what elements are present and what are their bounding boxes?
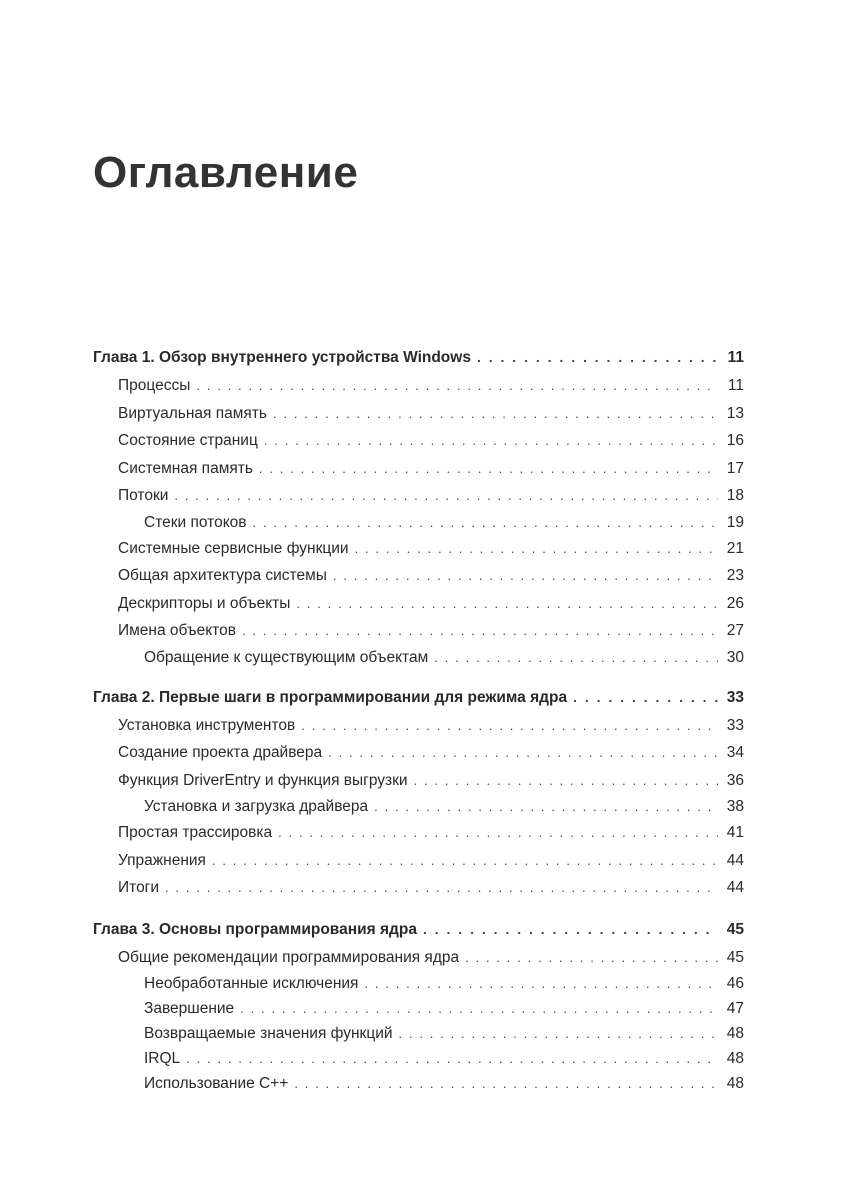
dot-leader [423, 914, 718, 944]
toc-page-number: 38 [726, 798, 744, 815]
dot-leader [165, 874, 718, 902]
toc-page-number: 41 [726, 824, 744, 841]
dot-leader [242, 617, 718, 645]
dot-leader [240, 996, 718, 1021]
toc-subentry[interactable] [93, 996, 744, 1021]
toc-entry-title: Создание проекта драйвера [118, 744, 323, 761]
toc-entry[interactable] [93, 400, 744, 428]
dot-leader [186, 1046, 718, 1071]
toc-entry-title: Функция DriverEntry и функция выгрузки [118, 771, 408, 789]
dot-leader [328, 739, 718, 767]
toc-chapter-title: Глава 3. Основы программирования ядра [93, 920, 417, 938]
dot-leader [399, 1021, 718, 1046]
toc-entry[interactable] [93, 427, 744, 455]
toc-subentry[interactable] [93, 645, 744, 670]
page-title: Оглавление [93, 148, 359, 197]
toc-page-number: 13 [726, 404, 744, 422]
toc-chapter-2[interactable] [93, 682, 744, 712]
toc-entry-title: Потоки [118, 487, 169, 504]
toc-page-number: 17 [726, 459, 744, 477]
dot-leader [253, 510, 718, 535]
dot-leader [294, 1071, 718, 1096]
toc-entry[interactable] [93, 874, 744, 902]
toc-entry-title: Состояние страниц [118, 432, 258, 449]
toc-entry-title: Общая архитектура системы [118, 567, 327, 584]
toc-entry[interactable] [93, 739, 744, 767]
toc-entry-title: Обращение к существующим объектам [144, 648, 429, 666]
toc-page-number: 27 [726, 622, 744, 639]
dot-leader [434, 645, 718, 670]
dot-leader [174, 482, 718, 510]
toc-chapter-1[interactable] [93, 342, 744, 372]
toc-page-number: 19 [726, 513, 744, 531]
toc-page-number: 46 [726, 975, 744, 992]
toc-chapter-title: Глава 2. Первые шаги в программировании для режима ядра [93, 688, 568, 706]
toc-page-number: 26 [726, 594, 744, 612]
toc-entry[interactable] [93, 712, 744, 740]
toc-entry[interactable] [93, 535, 744, 563]
toc-page-number: 11 [727, 377, 744, 394]
toc-entry[interactable] [93, 944, 744, 972]
toc-page-number: 48 [726, 1075, 744, 1092]
dot-leader [414, 767, 718, 795]
toc-entry-title: Дескрипторы и объекты [118, 594, 291, 612]
dot-leader [296, 590, 718, 618]
toc-chapter-3[interactable] [93, 914, 744, 944]
dot-leader [264, 427, 718, 455]
dot-leader [573, 682, 718, 712]
toc-entry-title: Общие рекомендации программирования ядра [118, 948, 460, 966]
toc-chapter-title: Глава 1. Обзор внутреннего устройства Windows [93, 349, 471, 366]
toc-page-number: 23 [726, 567, 744, 584]
toc-page-number: 45 [726, 920, 744, 938]
toc-subentry[interactable] [93, 971, 744, 996]
toc-entry-title: Необработанные исключения [144, 975, 359, 992]
dot-leader [333, 562, 718, 590]
toc-subentry[interactable] [93, 794, 744, 819]
chapter-spacer [93, 902, 744, 914]
toc-entry-title: IRQL [144, 1050, 181, 1067]
dot-leader [212, 847, 718, 875]
dot-leader [374, 794, 718, 819]
toc-entry[interactable] [93, 767, 744, 795]
toc-page-number: 11 [727, 349, 744, 366]
toc-page-number: 16 [726, 432, 744, 449]
toc-page-number: 47 [726, 1000, 744, 1017]
toc-entry-title: Установка и загрузка драйвера [144, 798, 369, 815]
toc-entry-title: Имена объектов [118, 622, 236, 639]
dot-leader [301, 712, 718, 740]
toc-entry-title: Установка инструментов [118, 716, 296, 734]
toc-page-number: 33 [726, 716, 744, 734]
toc-subentry[interactable] [93, 1021, 744, 1046]
toc-subentry[interactable] [93, 510, 744, 535]
toc-entry-title: Стеки потоков [144, 513, 247, 531]
toc-page-number: 48 [726, 1025, 744, 1042]
toc-entry-title: Использование C++ [144, 1075, 289, 1092]
dot-leader [364, 971, 718, 996]
dot-leader [196, 372, 718, 400]
toc-entry-title: Итоги [118, 879, 159, 896]
toc-entry-title: Упражнения [118, 851, 206, 869]
table-of-contents [93, 342, 744, 1096]
toc-entry[interactable] [93, 482, 744, 510]
toc-entry-title: Процессы [118, 377, 191, 394]
toc-subentry[interactable] [93, 1071, 744, 1096]
toc-page-number: 34 [726, 744, 744, 761]
toc-page-number: 44 [726, 851, 744, 869]
toc-page-number: 18 [726, 487, 744, 504]
dot-leader [259, 455, 718, 483]
toc-entry[interactable] [93, 847, 744, 875]
dot-leader [273, 400, 718, 428]
toc-entry[interactable] [93, 455, 744, 483]
toc-entry-title: Системная память [118, 459, 253, 477]
toc-page-number: 48 [726, 1050, 744, 1067]
toc-page-number: 33 [726, 688, 744, 706]
toc-entry-title: Возвращаемые значения функций [144, 1025, 393, 1042]
toc-entry-title: Простая трассировка [118, 824, 273, 841]
toc-page-number: 30 [726, 648, 744, 666]
toc-subentry[interactable] [93, 1046, 744, 1071]
dot-leader [477, 342, 718, 372]
toc-page-number: 44 [726, 879, 744, 896]
toc-entry[interactable] [93, 819, 744, 847]
toc-entry-title: Системные сервисные функции [118, 539, 349, 557]
toc-entry[interactable] [93, 590, 744, 618]
dot-leader [278, 819, 718, 847]
dot-leader [465, 944, 718, 972]
chapter-spacer [93, 670, 744, 682]
toc-entry-title: Завершение [144, 1000, 235, 1017]
toc-page-number: 45 [726, 948, 744, 966]
toc-entry[interactable] [93, 617, 744, 645]
dot-leader [355, 535, 718, 563]
toc-page-number: 21 [726, 539, 744, 557]
toc-entry-title: Виртуальная память [118, 404, 267, 422]
toc-page-number: 36 [726, 771, 744, 789]
toc-entry[interactable] [93, 562, 744, 590]
toc-entry[interactable] [93, 372, 744, 400]
